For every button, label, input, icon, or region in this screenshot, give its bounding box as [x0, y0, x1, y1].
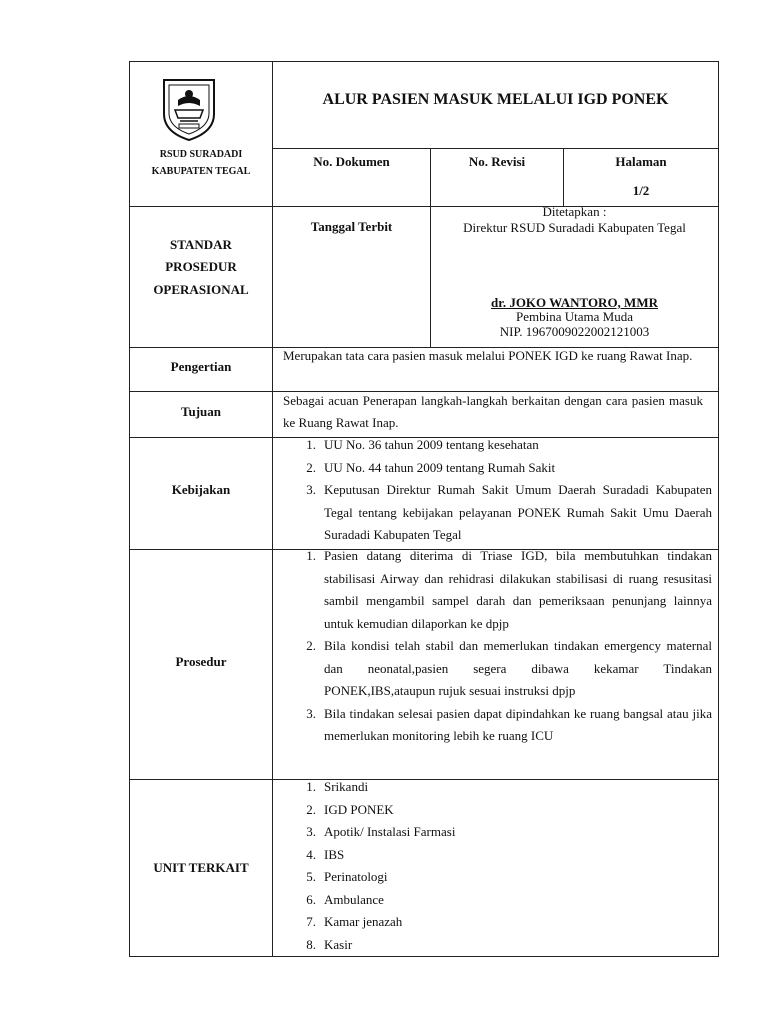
document-title: ALUR PASIEN MASUK MELALUI IGD PONEK: [322, 91, 669, 108]
halaman-label: Halaman: [615, 154, 667, 169]
tanggal-terbit-label: Tanggal Terbit: [310, 219, 393, 234]
signer-nip: NIP. 1967009022002121003: [499, 324, 650, 339]
pengertian-text: Merupakan tata cara pasien masuk melalui PONEK IGD ke ruang Rawat Inap.: [283, 348, 693, 363]
list-item: 6. Ambulance: [306, 891, 384, 907]
signer-rank: Pembina Utama Muda: [516, 309, 633, 324]
list-item: 3. Bila tindakan selesai pasien dapat dipindahkan ke ruang bangsal atau jika memerlukan monitoring lebih ke ruang ICU: [306, 705, 712, 743]
list-item: 2. IGD PONEK: [306, 801, 394, 817]
list-item: 7. Kamar jenazah: [306, 914, 403, 929]
prosedur-label: Prosedur: [175, 654, 227, 669]
halaman-value: 1/2: [632, 183, 650, 198]
prosedur-list: [296, 545, 712, 748]
sop-label-line3: OPERASIONAL: [153, 282, 249, 297]
unit-terkait-label: UNIT TERKAIT: [153, 860, 249, 875]
ditetapkan-label: Ditetapkan :: [542, 204, 607, 219]
list-item: 8. Kasir: [306, 936, 353, 952]
no-dokumen-label: No. Dokumen: [313, 154, 390, 169]
list-item: 5. Perinatologi: [306, 869, 388, 884]
unit-terkait-list: [296, 776, 712, 956]
sop-label-line2: PROSEDUR: [165, 259, 237, 274]
kebijakan-list: [296, 434, 712, 547]
list-item: 2. UU No. 44 tahun 2009 tentang Rumah Sakit: [306, 459, 556, 475]
signer-name: dr. JOKO WANTORO, MMR: [491, 295, 658, 310]
pengertian-label: Pengertian: [170, 359, 232, 374]
institution-region: KABUPATEN TEGAL: [151, 166, 251, 177]
tujuan-text: Sebagai acuan Penerapan langkah-langkah berkaitan dengan cara pasien masuk ke Ruang Rawat Inap.: [283, 393, 703, 430]
list-item: 1. UU No. 36 tahun 2009 tentang kesehatan: [306, 437, 539, 452]
list-item: 3. Keputusan Direktur Rumah Sakit Umum Daerah Suradadi Kabupaten Tegal tentang kebijakan pelayanan PONEK Rumah Sakit Umu Daerah Suradadi Kabupaten Tegal: [306, 482, 712, 542]
list-item: 1. Srikandi: [306, 779, 369, 794]
list-item: 1. Pasien datang diterima di Triase IGD, bila membutuhkan tindakan stabilisasi Airway dan rehidrasi dilakukan stabilisasi di ruang resusitasi sambil mengambil sampel darah dan pemeriksaan penunjang lainnya untuk kemudian dilaporkan ke dpjp: [306, 548, 712, 631]
direktur-title: Direktur RSUD Suradadi Kabupaten Tegal: [463, 220, 686, 235]
sop-label-line1: STANDAR: [170, 237, 232, 252]
regency-emblem-icon: [160, 74, 218, 142]
list-item: 4. IBS: [306, 846, 345, 862]
institution-name: RSUD SURADADI: [159, 149, 243, 160]
list-item: 3. Apotik/ Instalasi Farmasi: [306, 824, 456, 839]
no-revisi-label: No. Revisi: [468, 154, 526, 169]
list-item: 2. Bila kondisi telah stabil dan memerlukan tindakan emergency maternal dan neonatal,pasien segera dibawa kekamar Tindakan PONEK,IBS,ataupun rujuk sesuai instruksi dpjp: [306, 638, 712, 698]
kebijakan-label: Kebijakan: [171, 482, 231, 497]
tujuan-label: Tujuan: [181, 404, 221, 419]
